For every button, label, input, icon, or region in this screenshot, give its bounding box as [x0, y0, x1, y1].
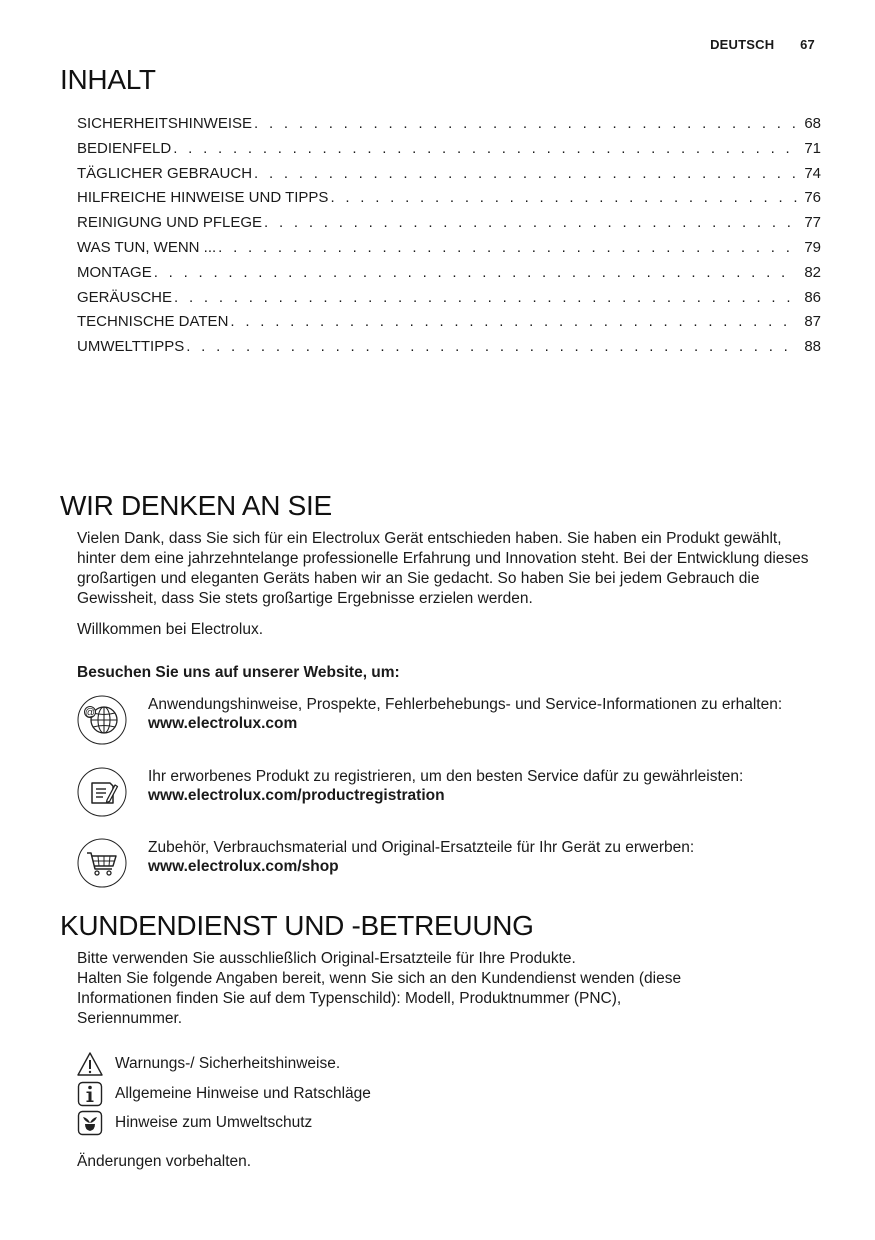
- shopping-cart-icon: [77, 838, 127, 888]
- changes-reserved-note: Änderungen vorbehalten.: [77, 1153, 252, 1170]
- website-link[interactable]: www.electrolux.com/productregistration: [148, 787, 445, 804]
- toc-leader-dots: [264, 214, 797, 231]
- warning-triangle-icon: [77, 1051, 103, 1077]
- website-item-text: Ihr erworbenes Produkt zu registrieren, um den besten Service dafür zu gewährleisten:: [148, 768, 744, 785]
- toc-leader-dots: [174, 289, 797, 306]
- registration-form-icon: [77, 767, 127, 817]
- toc-leader-dots: [186, 338, 797, 355]
- svg-text:@: @: [84, 707, 96, 719]
- toc-leader-dots: [254, 165, 797, 182]
- website-link[interactable]: www.electrolux.com: [148, 715, 298, 732]
- intro-title: WIR DENKEN AN SIE: [60, 490, 332, 521]
- language-label: DEUTSCH: [710, 37, 775, 52]
- globe-at-icon: [77, 695, 127, 745]
- toc-leader-dots: [254, 115, 797, 132]
- toc-title: INHALT: [60, 64, 156, 95]
- toc-entry[interactable]: GERÄUSCHE . . . 86: [77, 289, 821, 314]
- environment-icon: [77, 1110, 103, 1136]
- toc-entry[interactable]: UMWELTTIPPS . . . 88: [77, 338, 821, 363]
- toc-leader-dots: [330, 189, 797, 206]
- symbol-row: [77, 1081, 371, 1107]
- toc-entry[interactable]: TÄGLICHER GEBRAUCH . . . 74: [77, 165, 821, 190]
- toc-entry[interactable]: MONTAGE . . . 82: [77, 264, 821, 289]
- website-heading: Besuchen Sie uns auf unserer Website, um:: [77, 664, 400, 681]
- info-icon: [77, 1081, 103, 1107]
- service-line-1: Bitte verwenden Sie ausschließlich Original-Ersatzteile für Ihre Produkte.: [77, 950, 576, 967]
- website-link[interactable]: www.electrolux.com/shop: [148, 858, 339, 875]
- website-item-text: Zubehör, Verbrauchsmaterial und Original-Ersatzteile für Ihr Gerät zu erwerben:: [148, 839, 695, 856]
- toc-leader-dots: [230, 313, 797, 330]
- website-item-text: Anwendungshinweise, Prospekte, Fehlerbehebungs- und Service-Informationen zu erhalten:: [148, 696, 783, 713]
- intro-text: Vielen Dank, dass Sie sich für ein Electrolux Gerät entschieden haben. Sie haben ein Produkt gewählt, hinter dem eine jahrzehntelange professionelle Erfahrung und Innovation steht. Bei der Entwicklung dieses großartigen und eleganten Geräts haben wir an Sie gedacht. So haben Sie bei jedem Gebrauch die Gewissheit, dass Sie stets großartige Ergebnisse erzielen werden.: [77, 530, 809, 607]
- symbol-text: Warnungs-/ Sicherheitshinweise.: [115, 1055, 341, 1072]
- service-title: KUNDENDIENST UND -BETREUUNG: [60, 910, 534, 941]
- page-header: [688, 37, 815, 52]
- toc-leader-dots: [173, 140, 797, 157]
- toc-entry[interactable]: SICHERHEITSHINWEISE . . . 68: [77, 115, 821, 140]
- symbol-text: Allgemeine Hinweise und Ratschläge: [115, 1085, 371, 1102]
- toc-leader-dots: [154, 264, 797, 281]
- toc-entry[interactable]: WAS TUN, WENN ... . . . 79: [77, 239, 821, 264]
- symbol-text: Hinweise zum Umweltschutz: [115, 1114, 313, 1131]
- table-of-contents: [77, 115, 821, 363]
- toc-entry[interactable]: BEDIENFELD . . . 71: [77, 140, 821, 165]
- toc-leader-dots: [218, 239, 797, 256]
- page-number: 67: [800, 37, 815, 52]
- toc-entry[interactable]: HILFREICHE HINWEISE UND TIPPS . . . 76: [77, 189, 821, 214]
- toc-entry[interactable]: TECHNISCHE DATEN . . . 87: [77, 313, 821, 338]
- service-line-2: Halten Sie folgende Angaben bereit, wenn Sie sich an den Kundendienst wenden (diese Informationen finden Sie auf dem Typenschild): Modell, Produktnummer (PNC), Seriennummer.: [77, 970, 682, 1027]
- symbol-row: [77, 1110, 312, 1136]
- toc-entry[interactable]: REINIGUNG UND PFLEGE . . . 77: [77, 214, 821, 239]
- welcome-text: Willkommen bei Electrolux.: [77, 621, 264, 638]
- symbol-row: [77, 1051, 340, 1077]
